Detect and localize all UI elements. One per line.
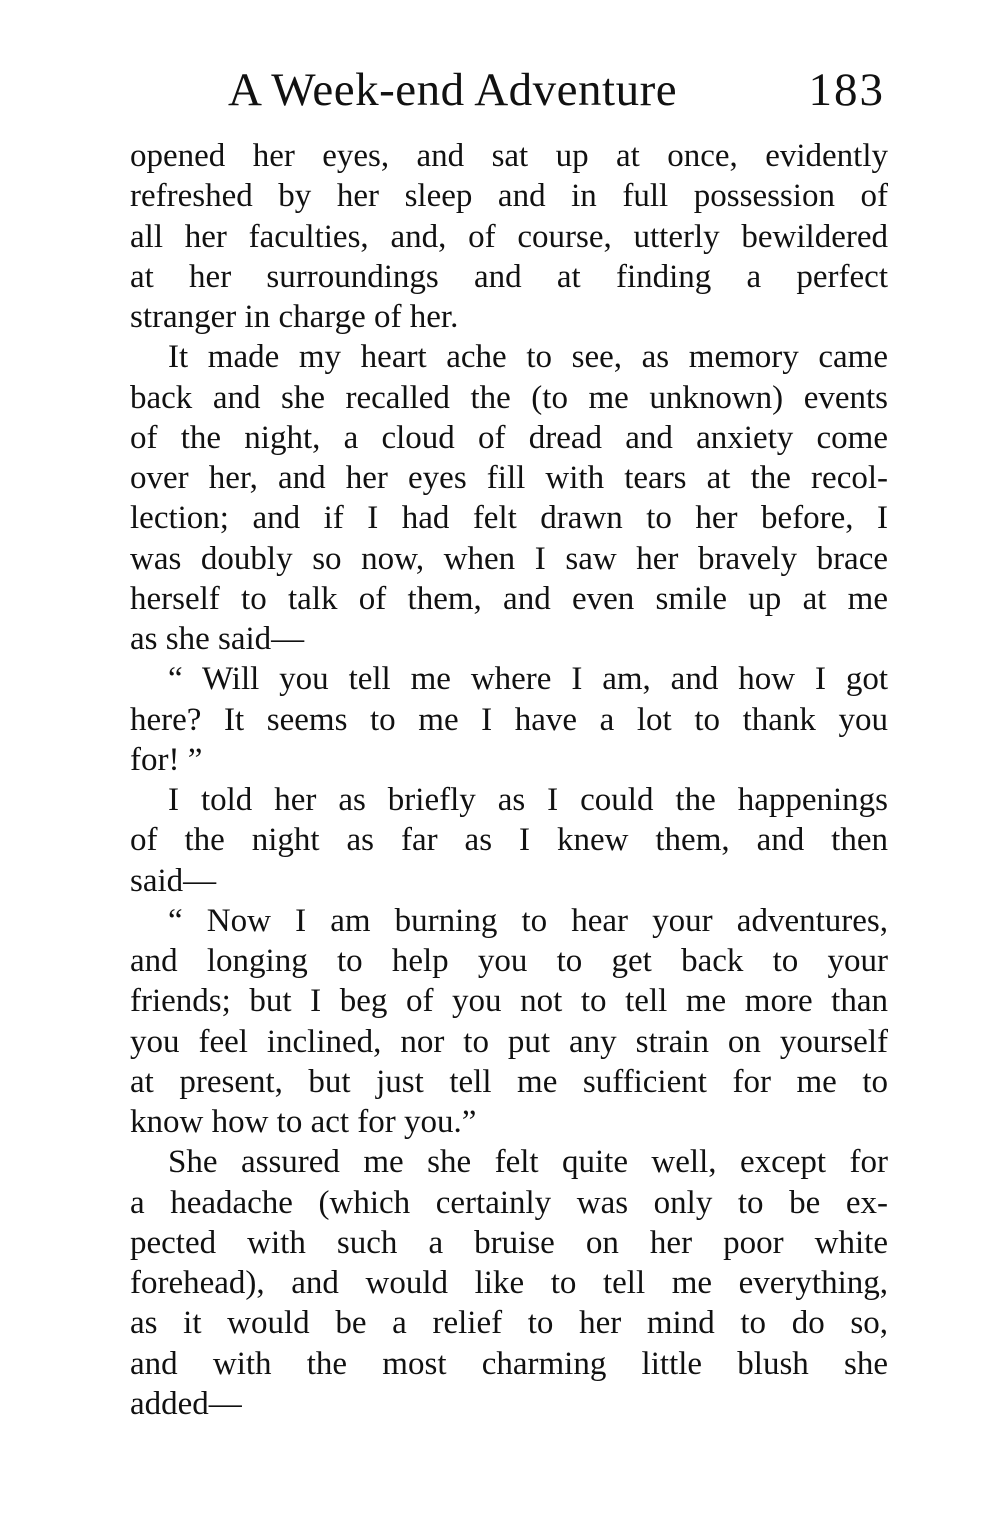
text-line: of the night, a cloud of dread and anxiety come (130, 419, 888, 456)
text-line: back and she recalled the (to me unknown) events (130, 379, 888, 416)
text-line: over her, and her eyes fill with tears at the recol- (130, 460, 888, 496)
text-line: herself to talk of them, and even smile up at me (130, 580, 888, 617)
text-line: stranger in charge of her. (130, 299, 459, 335)
page-number: 183 (808, 64, 885, 116)
text-line: a headache (which certainly was only to be ex- (130, 1184, 888, 1221)
text-line: opened her eyes, and sat up at once, evidently (130, 138, 888, 174)
text-line: said— (130, 862, 217, 899)
text-line: here? It seems to me I have a lot to thank you (130, 701, 888, 738)
text-line: as she said— (130, 621, 305, 657)
text-line: you feel inclined, nor to put any strain on yourself (130, 1023, 888, 1060)
text-line: at present, but just tell me sufficient for me to (130, 1063, 888, 1100)
text-line: “ Now I am burning to hear your adventures, (168, 902, 888, 939)
text-line: for! ” (130, 741, 203, 778)
text-line: friends; but I beg of you not to tell me more than (130, 983, 888, 1020)
text-line: added— (130, 1385, 242, 1422)
text-line: She assured me she felt quite well, except for (168, 1144, 888, 1181)
text-line: refreshed by her sleep and in full possession of (130, 178, 888, 215)
text-line: and with the most charming little blush she (130, 1345, 888, 1382)
text-line: lection; and if I had felt drawn to her before, I (130, 500, 888, 537)
running-head (130, 62, 885, 122)
text-line: of the night as far as I knew them, and then (130, 822, 888, 859)
running-title: A Week-end Adventure (228, 64, 678, 116)
text-line: I told her as briefly as I could the happenings (168, 782, 888, 818)
text-line: “ Will you tell me where I am, and how I got (168, 661, 888, 698)
text-line: forehead), and would like to tell me everything, (130, 1265, 888, 1301)
text-line: and longing to help you to get back to your (130, 943, 888, 979)
text-line: know how to act for you.” (130, 1104, 477, 1140)
text-line: at her surroundings and at finding a perfect (130, 258, 888, 295)
text-line: pected with such a bruise on her poor white (130, 1224, 888, 1261)
body-text (130, 136, 888, 1424)
text-line: as it would be a relief to her mind to do so, (130, 1305, 888, 1342)
text-line: was doubly so now, when I saw her bravely brace (130, 540, 888, 577)
text-line: It made my heart ache to see, as memory came (168, 339, 888, 376)
text-line: all her faculties, and, of course, utterly bewildered (130, 218, 888, 255)
